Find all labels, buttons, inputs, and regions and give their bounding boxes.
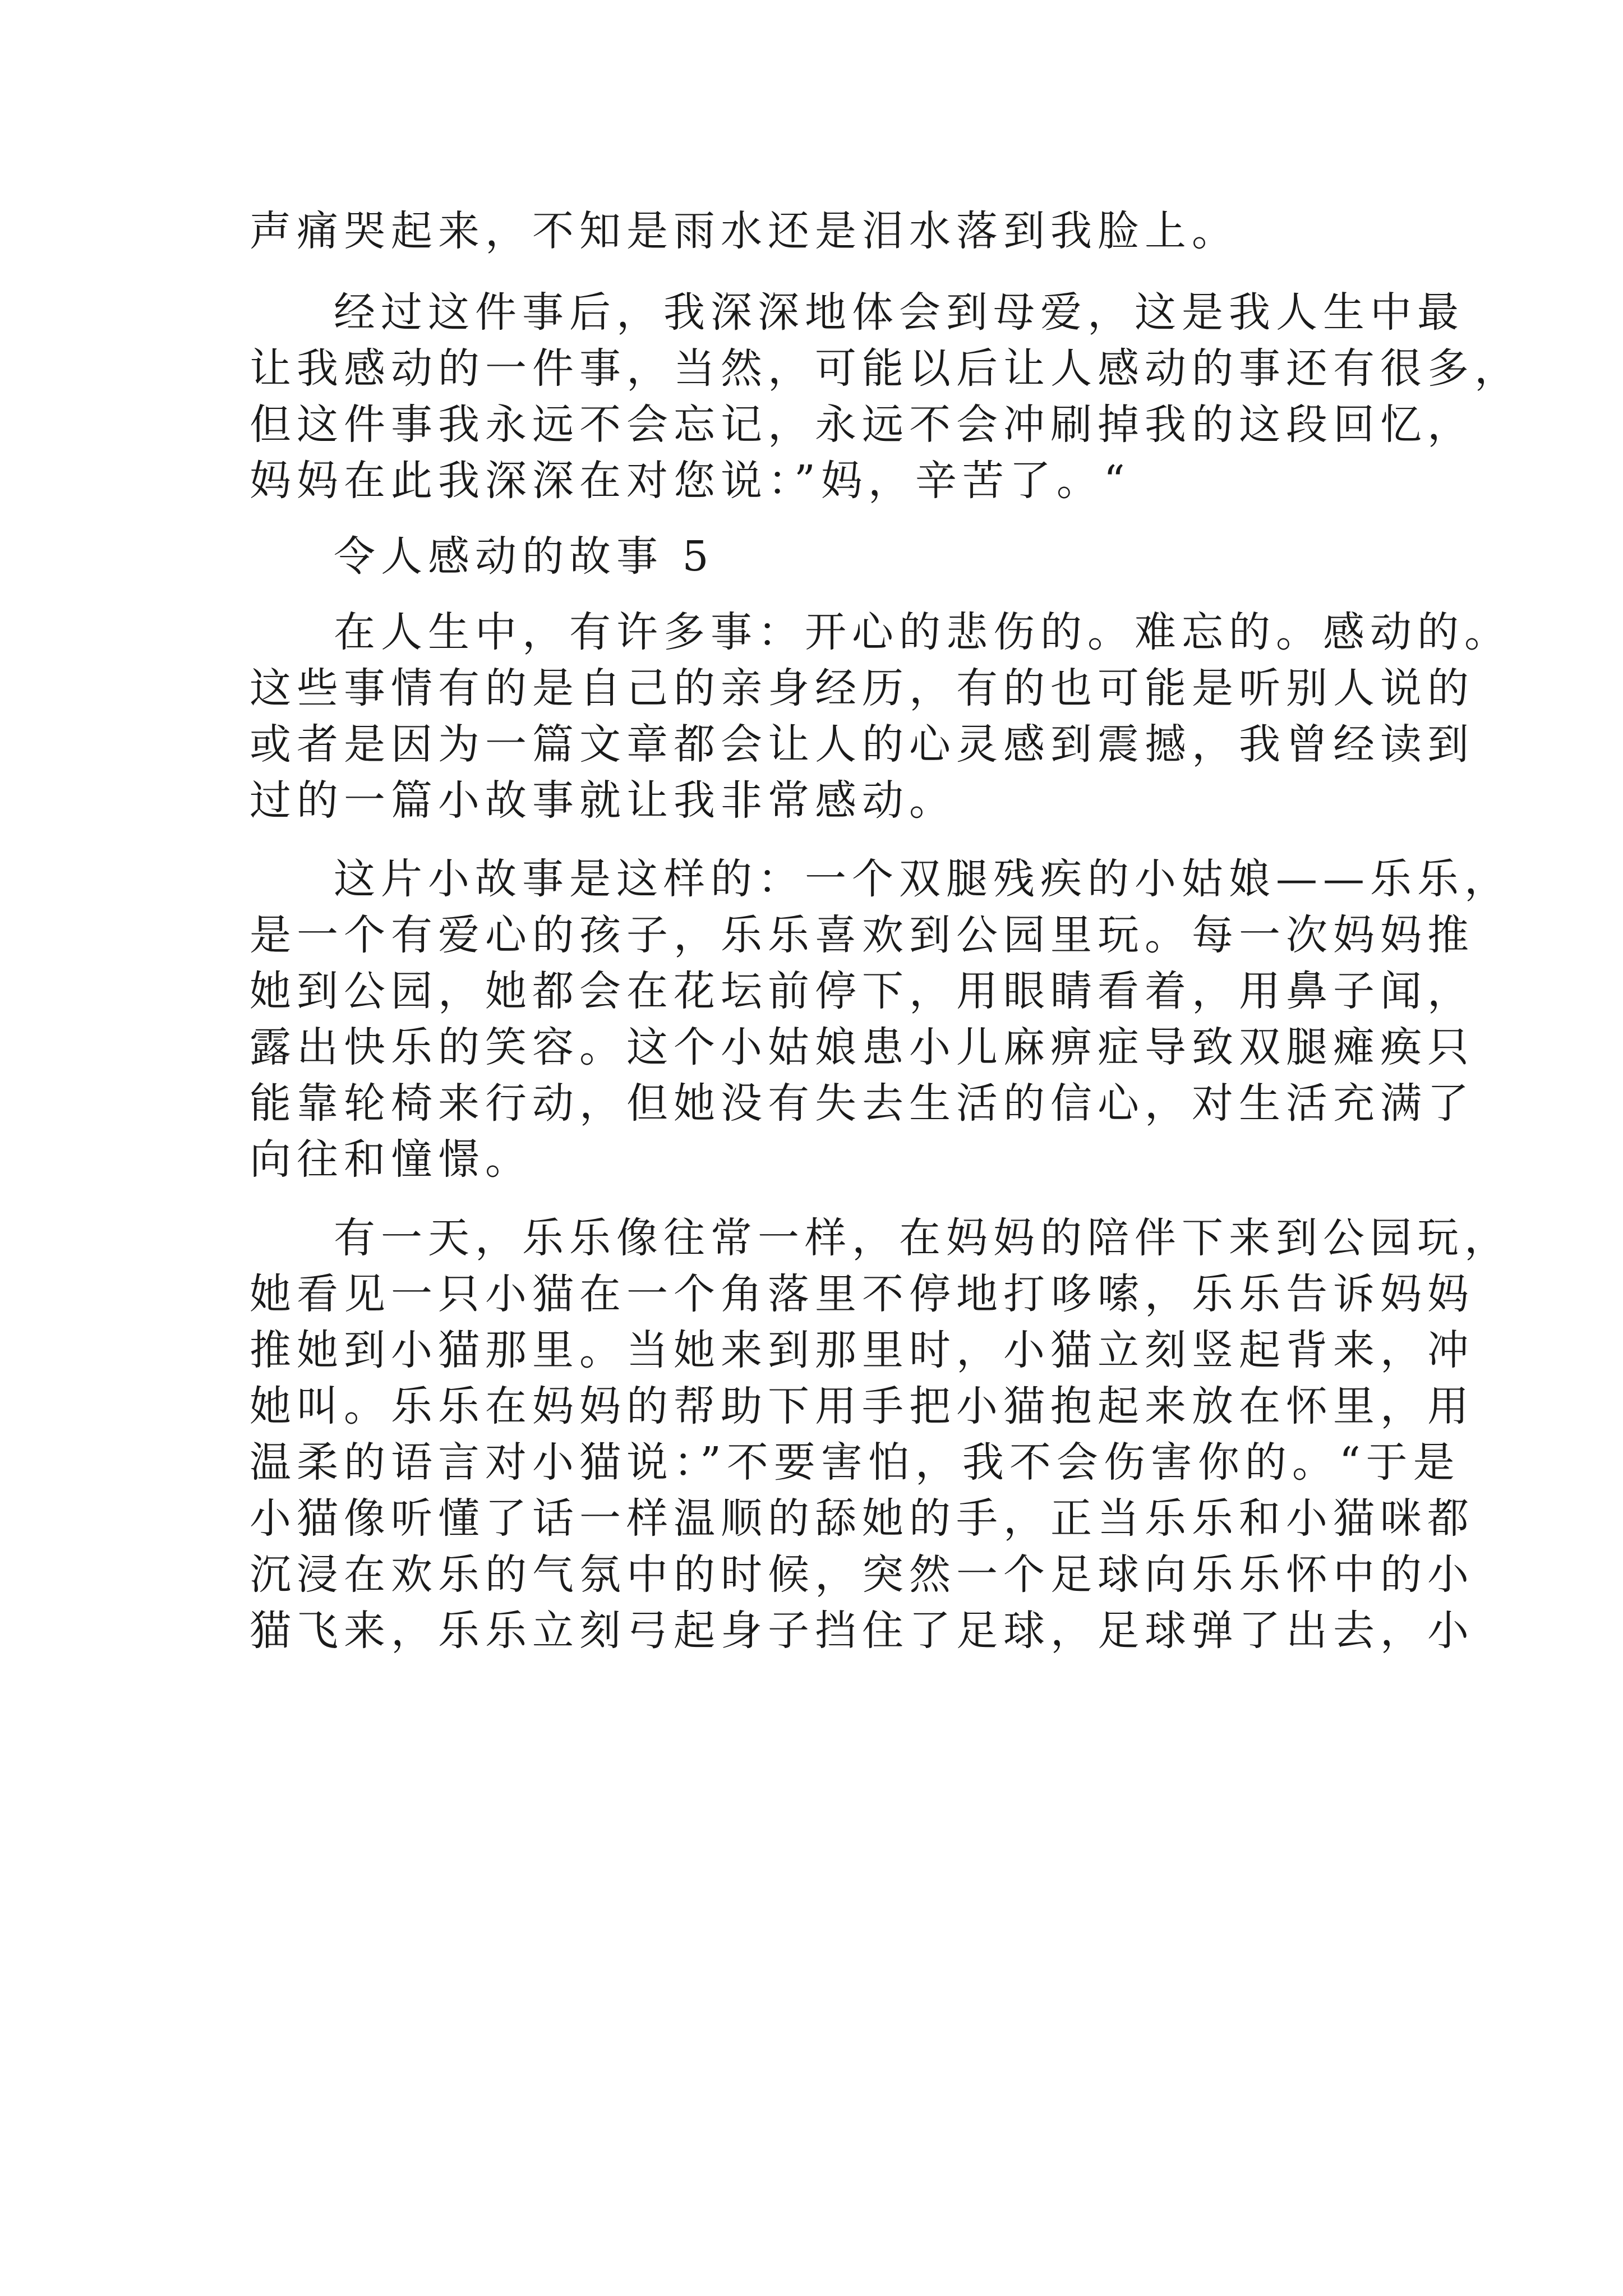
text-line: 向往和憧憬。 — [250, 1135, 532, 1184]
text-line: 让我感动的一件事，当然，可能以后让人感动的事还有很多， — [250, 344, 1521, 393]
text-line: 能靠轮椅来行动，但她没有失去生活的信心，对生活充满了 — [250, 1079, 1474, 1128]
text-line: 露出快乐的笑容。这个小姑娘患小儿麻痹症导致双腿瘫痪只 — [250, 1023, 1474, 1071]
text-line: 小猫像听懂了话一样温顺的舔她的手，正当乐乐和小猫咪都 — [250, 1494, 1474, 1543]
paragraph-start-line: 这片小故事是这样的：一个双腿残疾的小姑娘——乐乐， — [334, 855, 1511, 903]
text-line: 沉浸在欢乐的气氛中的时候，突然一个足球向乐乐怀中的小 — [250, 1550, 1474, 1599]
text-line: 她叫。乐乐在妈妈的帮助下用手把小猫抱起来放在怀里，用 — [250, 1382, 1474, 1430]
paragraph-start-line: 在人生中，有许多事：开心的悲伤的。难忘的。感动的。 — [334, 608, 1511, 656]
paragraph-start-line: 有一天，乐乐像往常一样，在妈妈的陪伴下来到公园玩， — [334, 1214, 1511, 1262]
text-line: 推她到小猫那里。当她来到那里时，小猫立刻竖起背来，冲 — [250, 1326, 1474, 1374]
paragraph-start-line: 经过这件事后，我深深地体会到母爱，这是我人生中最 — [334, 288, 1464, 337]
text-line: 过的一篇小故事就让我非常感动。 — [250, 776, 956, 825]
text-line: 或者是因为一篇文章都会让人的心灵感到震撼，我曾经读到 — [250, 720, 1474, 769]
text-line: 这些事情有的是自己的亲身经历，有的也可能是听别人说的 — [250, 664, 1474, 712]
text-line: 但这件事我永远不会忘记，永远不会冲刷掉我的这段回忆， — [250, 401, 1474, 449]
text-line: 她看见一只小猫在一个角落里不停地打哆嗦，乐乐告诉妈妈 — [250, 1270, 1474, 1318]
text-line: 妈妈在此我深深在对您说：”妈，辛苦了。“ — [250, 457, 1131, 505]
text-line: 她到公园，她都会在花坛前停下，用眼睛看着，用鼻子闻， — [250, 967, 1474, 1015]
text-line: 猫飞来，乐乐立刻弓起身子挡住了足球，足球弹了出去，小 — [250, 1607, 1474, 1655]
text-line: 声痛哭起来，不知是雨水还是泪水落到我脸上。 — [250, 207, 1239, 255]
text-line: 温柔的语言对小猫说：”不要害怕，我不会伤害你的。“于是 — [250, 1438, 1460, 1487]
text-line: 是一个有爱心的孩子，乐乐喜欢到公园里玩。每一次妈妈推 — [250, 911, 1474, 959]
section-heading: 令人感动的故事 5 — [334, 532, 714, 581]
